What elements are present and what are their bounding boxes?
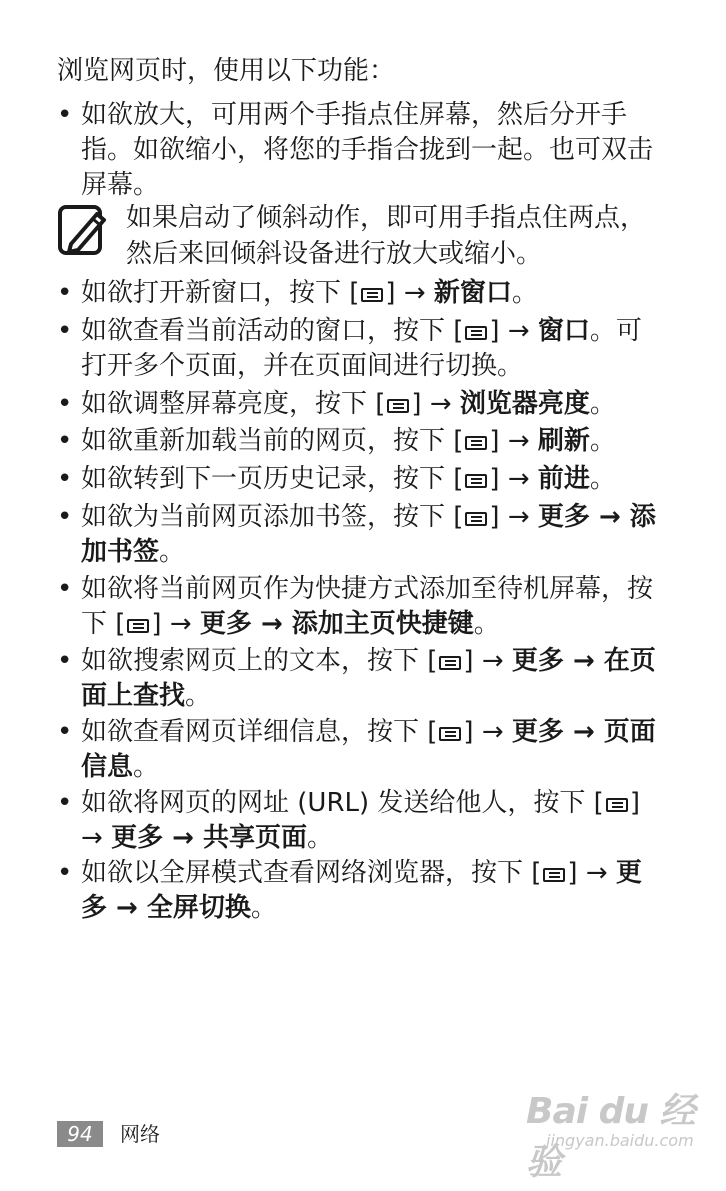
list-item-suffix: 。 — [589, 464, 616, 494]
menu-key-icon — [127, 619, 149, 633]
bullet-glyph: • — [57, 278, 73, 308]
menu-path: 浏览器亮度 — [459, 389, 590, 419]
section-name: 网络 — [120, 1122, 160, 1146]
list-item — [57, 462, 667, 497]
menu-path: 刷新 — [537, 426, 590, 456]
bullet-glyph: • — [57, 788, 73, 818]
bullet-glyph: • — [57, 574, 73, 604]
bullet-glyph: • — [57, 646, 73, 676]
menu-key-icon — [361, 288, 383, 302]
intro-text: 浏览网页时，使用以下功能： — [57, 56, 396, 86]
arrow-text: ] → — [151, 609, 200, 639]
menu-path: 前进 — [537, 464, 590, 494]
arrow-text: ] → — [463, 646, 512, 676]
list-item-text: 如欲调整屏幕亮度，按下 [ — [81, 389, 386, 419]
bullet-glyph: • — [57, 502, 73, 532]
list-item-text: 如欲查看当前活动的窗口，按下 [ — [81, 316, 464, 346]
page-number: 94 — [57, 1121, 103, 1147]
menu-key-icon — [543, 868, 565, 882]
list-item-text: 如欲以全屏模式查看网络浏览器，按下 [ — [81, 858, 542, 888]
list-item — [57, 715, 667, 785]
list-item — [57, 856, 667, 926]
list-item-suffix: 。 — [250, 893, 277, 923]
list-item-suffix: 。 — [511, 278, 538, 308]
arrow-text: ] → — [385, 278, 434, 308]
menu-key-icon — [606, 798, 628, 812]
menu-key-icon — [387, 399, 409, 413]
arrow-text: ] → — [81, 788, 640, 853]
menu-key-icon — [465, 474, 487, 488]
list-item-suffix: 。 — [133, 752, 160, 782]
arrow-text: ] → — [489, 464, 538, 494]
bullet-glyph: • — [57, 858, 73, 888]
list-item — [57, 314, 667, 384]
menu-path: 更多 → 添加主页快捷键 — [199, 609, 474, 639]
bullet-glyph: • — [57, 426, 73, 456]
list-item-suffix: 。 — [473, 609, 500, 639]
menu-path: 更多 → 页面信息 — [81, 717, 656, 782]
note-box — [57, 200, 677, 272]
watermark-site: jingyan.baidu.com — [546, 1131, 694, 1150]
list-item-suffix: 。 — [185, 681, 212, 711]
bullet-glyph: • — [57, 389, 73, 419]
arrow-text: ] → — [463, 717, 512, 747]
list-item-suffix: 。 — [589, 426, 616, 456]
arrow-text: ] → — [489, 502, 538, 532]
arrow-text: ] → — [489, 426, 538, 456]
list-item-text: 如欲放大，可用两个手指点住屏幕，然后分开手指。如欲缩小，将您的手指合拢到一起。也可双击屏幕。 — [81, 100, 654, 200]
list-item — [57, 424, 667, 459]
menu-key-icon — [465, 512, 487, 526]
list-item-text: 如欲重新加载当前的网页，按下 [ — [81, 426, 464, 456]
menu-path: 窗口 — [537, 316, 590, 346]
arrow-text: ] → — [489, 316, 538, 346]
menu-key-icon — [439, 727, 461, 741]
menu-path: 更多 → 在页面上查找 — [81, 646, 656, 711]
watermark-logo: Bai du 经验 — [526, 1091, 695, 1183]
menu-key-icon — [465, 436, 487, 450]
list-item-text: 如欲为当前网页添加书签，按下 [ — [81, 502, 464, 532]
menu-path: 更多 → 添加书签 — [81, 502, 656, 567]
list-item-text: 如欲转到下一页历史记录，按下 [ — [81, 464, 464, 494]
bullet-glyph: • — [57, 100, 73, 130]
menu-key-icon — [439, 656, 461, 670]
baidu-watermark — [526, 1083, 696, 1183]
list-item-text: 如欲打开新窗口，按下 [ — [81, 278, 360, 308]
menu-key-icon — [465, 326, 487, 340]
list-item-suffix: 。 — [589, 389, 616, 419]
list-item-text: 如欲将网页的网址 (URL) 发送给他人，按下 [ — [81, 788, 604, 818]
note-pencil-icon — [57, 204, 109, 258]
menu-path: 更多 → 共享页面 — [111, 823, 307, 853]
list-item — [57, 572, 667, 642]
bullet-glyph: • — [57, 717, 73, 747]
list-item-suffix: 。 — [159, 537, 186, 567]
arrow-text: ] → — [411, 389, 460, 419]
menu-path: 新窗口 — [433, 278, 512, 308]
list-item-text: 如欲查看网页详细信息，按下 [ — [81, 717, 438, 747]
note-text: 如果启动了倾斜动作，即可用手指点住两点，然后来回倾斜设备进行放大或缩小。 — [126, 203, 647, 269]
list-item-text: 如欲搜索网页上的文本，按下 [ — [81, 646, 438, 676]
list-item-suffix: 。 — [306, 823, 333, 853]
list-item — [57, 500, 667, 570]
list-item — [57, 786, 667, 856]
list-item — [57, 387, 667, 422]
list-item — [57, 276, 667, 311]
list-item — [57, 644, 667, 714]
bullet-glyph: • — [57, 316, 73, 346]
list-item-suffix: 。可打开多个页面，并在页面间进行切换。 — [81, 316, 642, 381]
list-item-text: 如欲将当前网页作为快捷方式添加至待机屏幕，按下 [ — [81, 574, 654, 639]
menu-path: 更多 → 全屏切换 — [81, 858, 642, 923]
bullet-glyph: • — [57, 464, 73, 494]
list-item — [57, 98, 667, 203]
arrow-text: ] → — [567, 858, 616, 888]
